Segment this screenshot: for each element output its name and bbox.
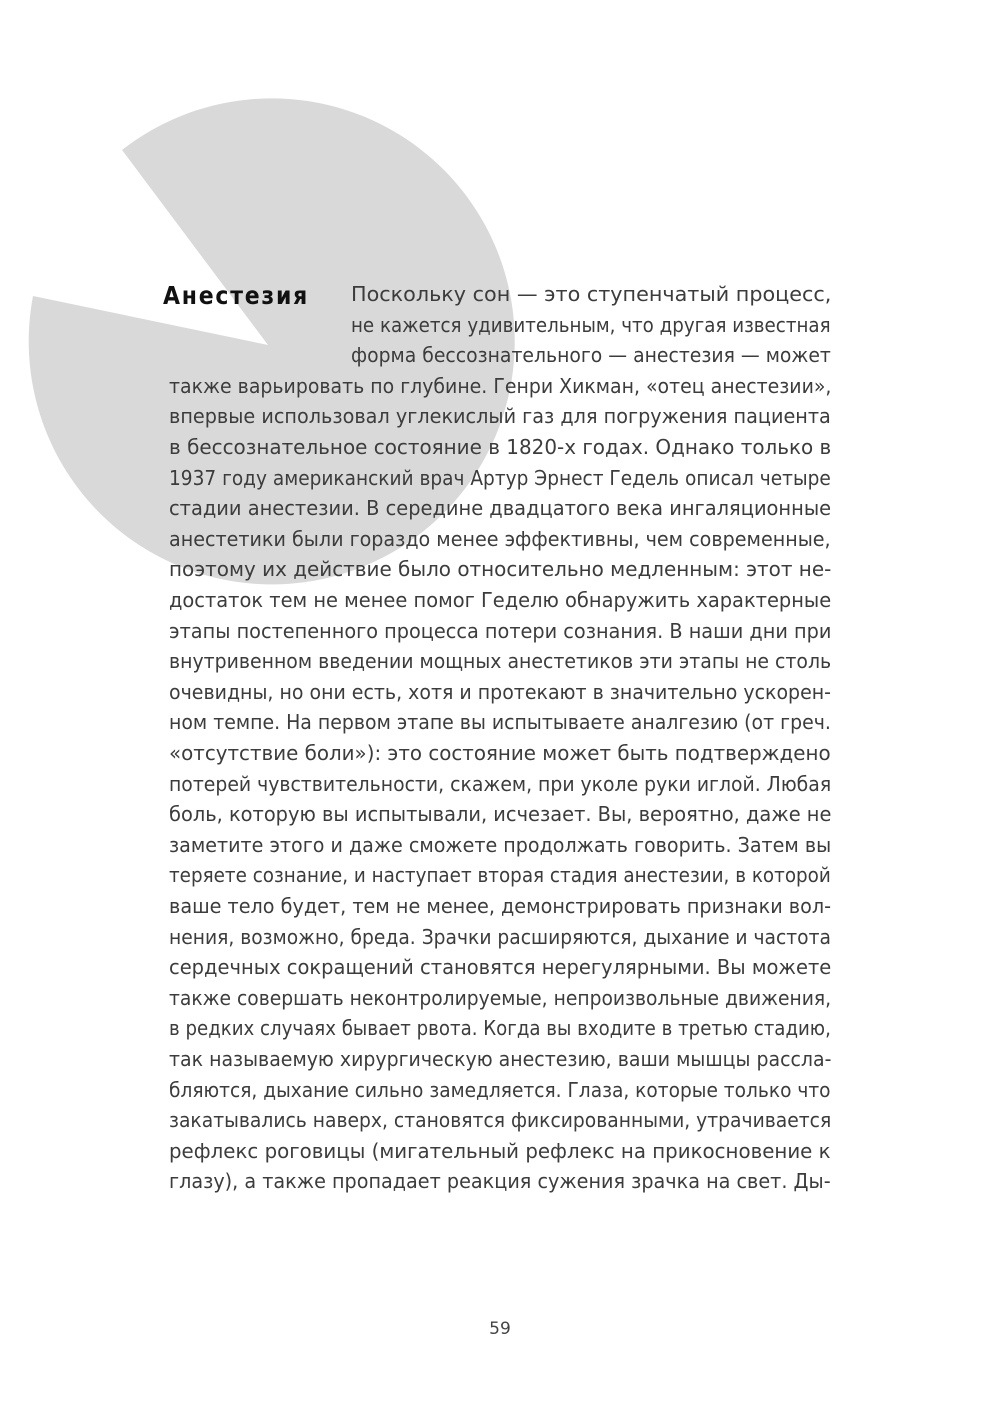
text-line: теряете сознание, и наступает вторая стадия анестезии, в которой: [169, 863, 831, 888]
text-line: нения, возможно, бреда. Зрачки расширяются, дыхание и частота: [169, 924, 831, 949]
text-line: ном темпе. На первом этапе вы испытываете аналгезию (от греч.: [169, 710, 831, 735]
text-line: бляются, дыхание сильно замедляется. Глаза, которые только что: [169, 1077, 831, 1102]
text-line: сердечных сокращений становятся нерегулярными. Вы можете: [169, 955, 832, 980]
text-line: внутривенном введении мощных анестетиков эти этапы не столь: [169, 649, 832, 674]
text-line: заметите этого и даже сможете продолжать говорить. Затем вы: [169, 832, 832, 857]
text-line: также совершать неконтролируемые, непроизвольные движения,: [169, 985, 832, 1010]
section-heading: Анестезия: [163, 281, 310, 310]
text-line: в редких случаях бывает рвота. Когда вы входите в третью стадию,: [169, 1016, 831, 1041]
text-line: потерей чувствительности, скажем, при уколе руки иглой. Любая: [169, 771, 832, 796]
text-line: также варьировать по глубине. Генри Хикман, «отец анестезии»,: [169, 373, 832, 398]
text-line: форма бессознательного — анестезия — может: [351, 343, 831, 368]
text-line: боль, которую вы испытывали, исчезает. Вы, вероятно, даже не: [169, 802, 832, 827]
text-line: поэтому их действие было относительно медленным: этот не-: [169, 557, 832, 582]
text-line: в бессознательное состояние в 1820-х годах. Однако только в: [169, 435, 832, 459]
text-line: закатывались наверх, становятся фиксированными, утрачивается: [169, 1108, 832, 1133]
text-line: стадии анестезии. В середине двадцатого века ингаляционные: [169, 496, 832, 521]
text-line: Поскольку сон — это ступенчатый процесс,: [351, 282, 832, 306]
text-line: 1937 году американский врач Артур Эрнест Гедель описал четыре: [169, 465, 831, 490]
text-line: очевидны, но они есть, хотя и протекают в значительно ускорен-: [169, 679, 831, 704]
text-line: анестетики были гораздо менее эффективны, чем современные,: [169, 526, 831, 551]
text-line: не кажется удивительным, что другая известная: [351, 312, 831, 337]
text-line: впервые использовал углекислый газ для погружения пациента: [169, 404, 831, 429]
text-line: ваше тело будет, тем не менее, демонстрировать признаки вол-: [169, 894, 832, 918]
page-number: 59: [489, 1319, 511, 1339]
text-line: «отсутствие боли»): это состояние может быть подтверждено: [169, 741, 831, 765]
text-line: так называемую хирургическую анестезию, ваши мышцы рассла-: [169, 1047, 832, 1071]
text-line: рефлекс роговицы (мигательный рефлекс на прикосновение к: [169, 1138, 831, 1163]
text-line: глазу), а также пропадает реакция сужения зрачка на свет. Ды-: [169, 1169, 831, 1194]
text-line: этапы постепенного процесса потери сознания. В наши дни при: [169, 618, 832, 643]
text-line: достаток тем не менее помог Геделю обнаружить характерные: [169, 588, 832, 612]
